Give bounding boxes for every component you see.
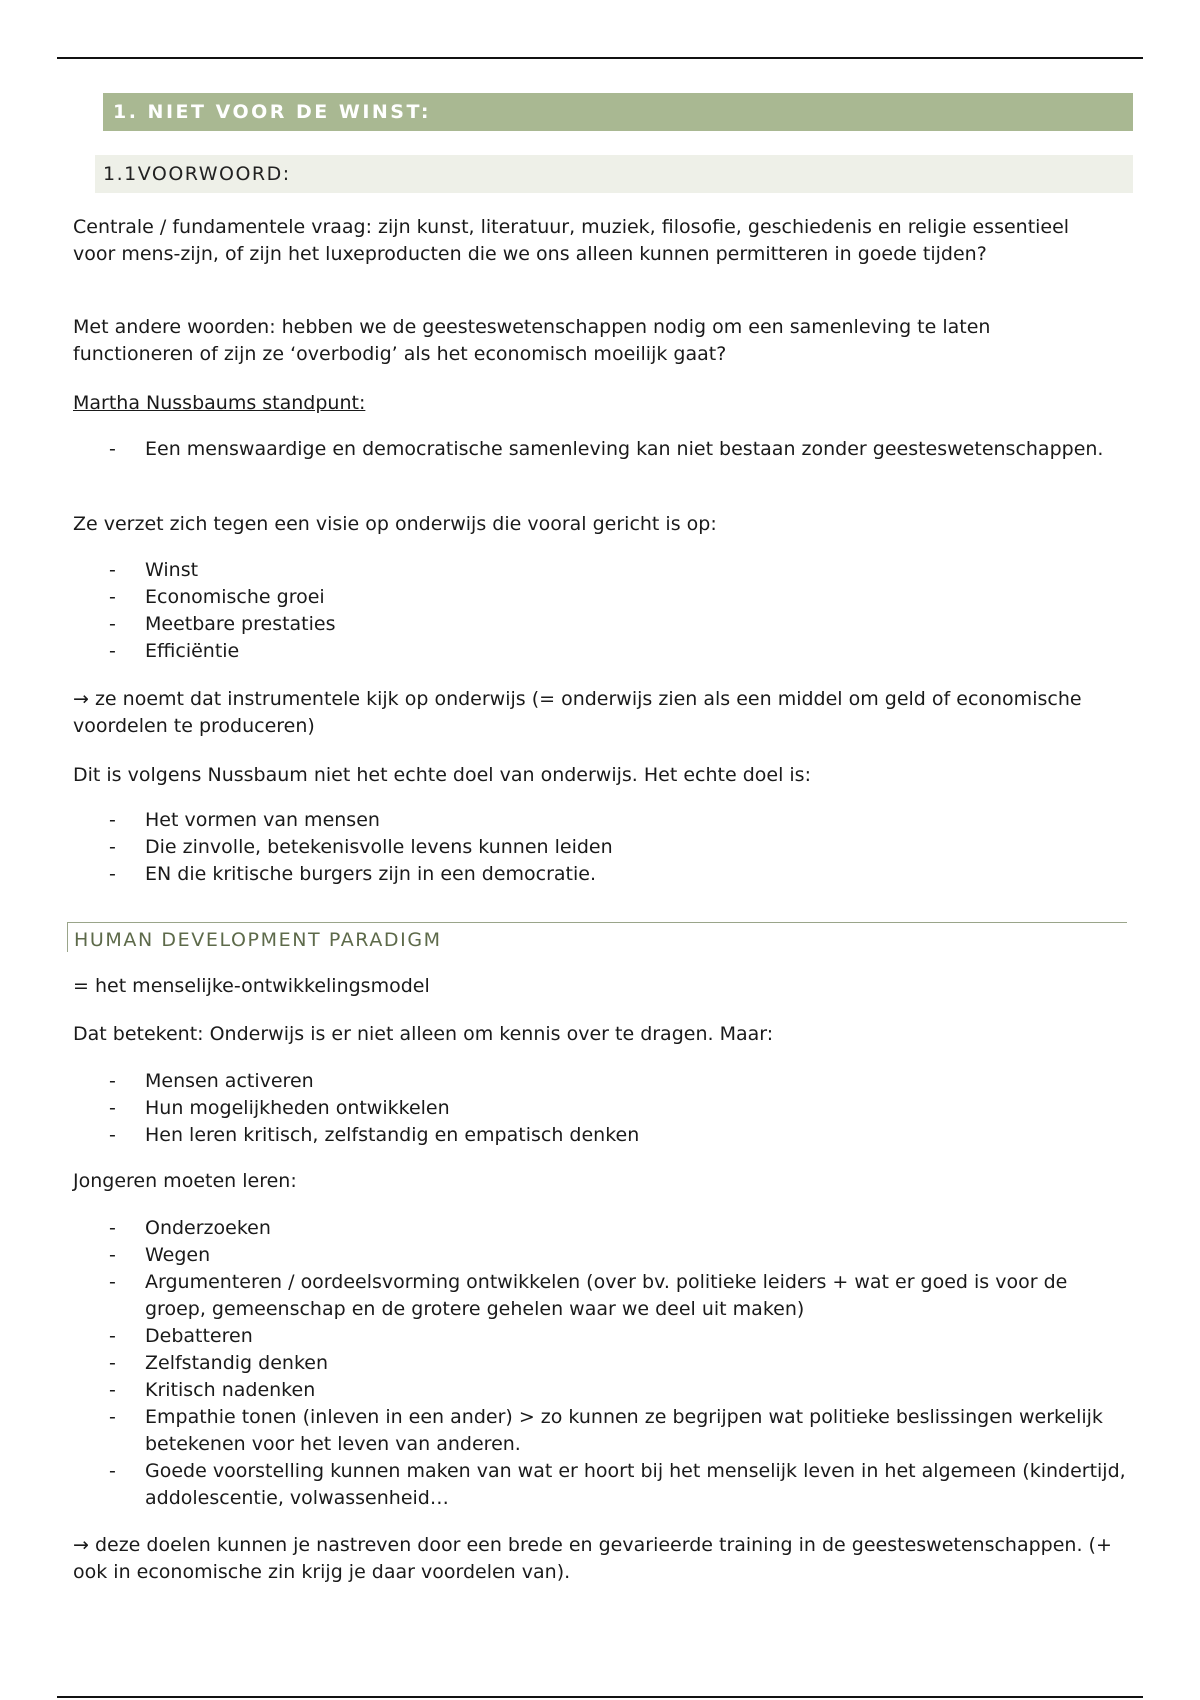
list-item: - Meetbare prestaties [109,613,336,635]
heading-voorwoord: 1.1VOORWOORD: [95,155,1133,193]
list-item: - EN die kritische burgers zijn in een democratie. [109,863,597,885]
paragraph-central-question: Centrale / fundamentele vraag: zijn kunst, literatuur, muziek, filosofie, geschiedenis en religie essentieel voor mens-zijn, of zijn het luxeproducten die we ons alleen kunnen permitteren in goede tijden? [73,216,1070,265]
heading-niet-voor-de-winst: 1. NIET VOOR DE WINST: [103,93,1133,131]
list-skills [73,1215,1133,1512]
paragraph-instrumental-view: → ze noemt dat instrumentele kijk op onderwijs (= onderwijs zien als een middel om geld of economische voordelen te produceren) [73,688,1082,737]
list-item: - Een menswaardige en democratische samenleving kan niet bestaan zonder geesteswetenschappen. [73,436,1133,463]
list-item: - Wegen [109,1244,211,1266]
list-instrumental-goals [73,557,1133,665]
paragraph-betekent: Dat betekent: Onderwijs is er niet alleen om kennis over te dragen. Maar: [73,1023,774,1045]
list-item: - Zelfstandig denken [109,1352,328,1374]
list-item: - Het vormen van mensen [109,809,380,831]
list-item: - Debatteren [109,1325,253,1347]
list-item: - Die zinvolle, betekenisvolle levens kunnen leiden [109,836,613,858]
paragraph-conclusion: → deze doelen kunnen je nastreven door een brede en gevarieerde training in de geesteswetenschappen. (+ ook in economische zin krijg je daar voordelen van). [73,1534,1112,1583]
top-rule [57,57,1143,59]
list-item: - Argumenteren / oordeelsvorming ontwikkelen (over bv. politieke leiders + wat er goed is voor de groep, gemeenschap en de grotere gehelen waar we deel uit maken) [109,1271,1068,1320]
list-item: - Efficiëntie [109,640,240,662]
paragraph-model-definition: = het menselijke-ontwikkelingsmodel [73,975,430,997]
list-item: - Economische groei [109,586,325,608]
paragraph-verzet: Ze verzet zich tegen een visie op onderwijs die vooral gericht is op: [73,513,717,535]
paragraph-nussbaum-standpoint: Martha Nussbaums standpunt: [73,392,366,414]
bottom-rule [57,1696,1143,1698]
paragraph-other-words: Met andere woorden: hebben we de geesteswetenschappen nodig om een samenleving te laten functioneren of zijn ze ‘overbodig’ als het economisch moeilijk gaat? [73,316,991,365]
list-item: - Mensen activeren [109,1070,314,1092]
list-item: - Empathie tonen (inleven in een ander) > zo kunnen ze begrijpen wat politieke beslissingen werkelijk betekenen voor het leven van anderen. [109,1406,1103,1455]
list-item: - Hun mogelijkheden ontwikkelen [109,1097,450,1119]
list-education-aims [73,1068,1133,1149]
paragraph-real-goal: Dit is volgens Nussbaum niet het echte doel van onderwijs. Het echte doel is: [73,764,811,786]
list-item: - Goede voorstelling kunnen maken van wat er hoort bij het menselijk leven in het algemeen (kindertijd, addolescentie, volwassenheid… [109,1460,1126,1509]
list-item: - Winst [109,559,199,581]
list-item: - Onderzoeken [109,1217,271,1239]
heading-human-development-paradigm: HUMAN DEVELOPMENT PARADIGM [67,922,1127,952]
paragraph-jongeren: Jongeren moeten leren: [73,1170,297,1192]
list-standpoint [73,436,1133,463]
list-item: - Kritisch nadenken [109,1379,316,1401]
list-item: - Hen leren kritisch, zelfstandig en empatisch denken [109,1124,640,1146]
list-dash: - [109,438,116,460]
list-real-goals [73,807,1133,888]
